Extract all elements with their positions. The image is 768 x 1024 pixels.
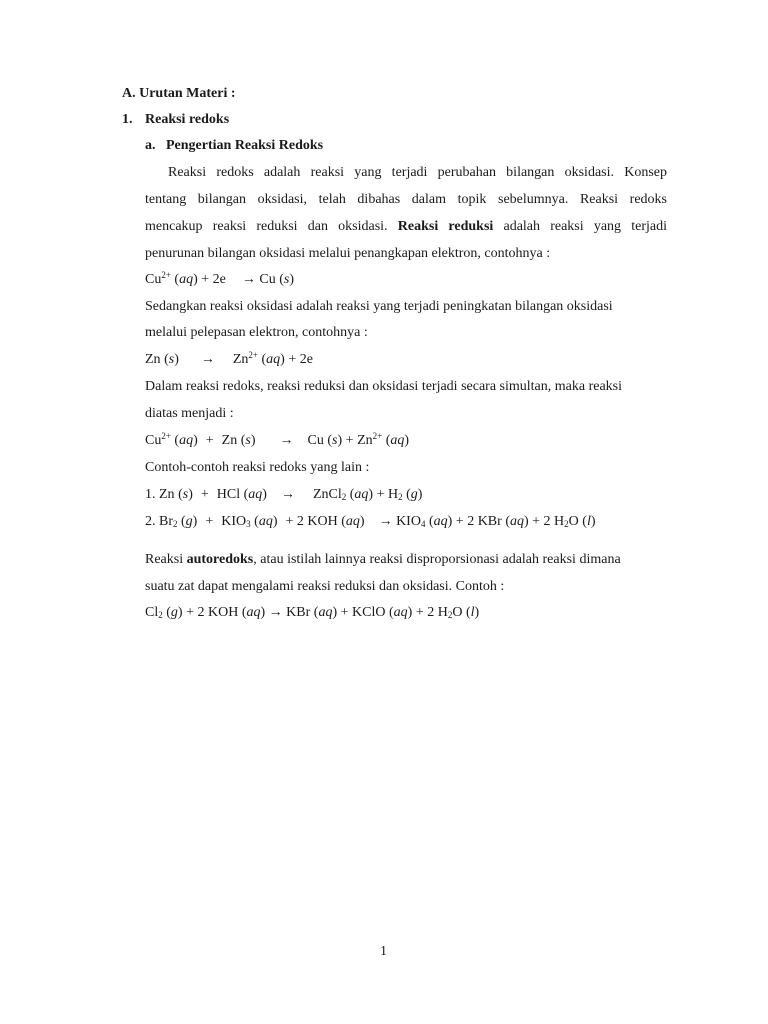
page-number: 1 <box>380 944 387 959</box>
subsection-title: Pengertian Reaksi Redoks <box>166 138 324 153</box>
bold-term-autoredoks: autoredoks <box>186 552 254 567</box>
paragraph-3-line-2: diatas menjadi : <box>145 406 234 421</box>
item-title: Reaksi redoks <box>145 112 230 127</box>
section-heading: A. Urutan Materi : <box>122 86 236 101</box>
paragraph-5-line-1: Reaksi autoredoks, atau istilah lainnya reaksi disproporsionasi adalah reaksi dimana <box>145 552 621 567</box>
equation-2: Zn $(s) \to Zn^{2+}$ (aq) + 2e <box>145 350 313 367</box>
paragraph-1-line-1: Reaksi redoks adalah reaksi yang terjadi perubahan bilangan oksidasi. Konsep <box>168 165 667 180</box>
paragraph-1-line-2: tentang bilangan oksidasi, telah dibahas dalam topik sebelumnya. Reaksi redoks <box>145 192 667 207</box>
paragraph-2-line-1: Sedangkan reaksi oksidasi adalah reaksi yang terjadi peningkatan bilangan oksidasi <box>145 299 613 314</box>
bold-term-reduksi: Reaksi reduksi <box>397 219 494 234</box>
paragraph-1-line-3: mencakup reaksi reduksi dan oksidasi. Reaksi reduksi adalah reaksi yang terjadi <box>145 219 668 234</box>
paragraph-5-line-2: suatu zat dapat mengalami reaksi reduksi dan oksidasi. Contoh : <box>145 579 505 594</box>
paragraph-3-line-1: Dalam reaksi redoks, reaksi reduksi dan oksidasi terjadi secara simultan, maka reaksi <box>145 379 623 394</box>
paragraph-4-line-1: Contoh-contoh reaksi redoks yang lain : <box>145 460 370 475</box>
example-equation-2: 2. $Br_2$ $(g) + KIO_3$ (aq) + 2 KOH $(aq) \to KIO_4$ (aq) + 2 KBr (aq) + 2 $H_2O$ (l) <box>145 514 596 529</box>
subsection-letter: a. <box>145 138 156 153</box>
equation-4: $Cl_2$ (g) + 2 KOH (aq) → KBr (aq) + KClO (aq) + 2 $H_2O$ (l) <box>145 605 480 620</box>
paragraph-2-line-2: melalui pelepasan elektron, contohnya : <box>145 325 368 340</box>
paragraph-1-line-4: penurunan bilangan oksidasi melalui penangkapan elektron, contohnya : <box>145 246 551 261</box>
item-number: 1. <box>122 112 133 127</box>
example-equation-1: 1. Zn (s) + HCl (aq) → ZnCl$_2$ $(aq) + H_2$ (g) <box>145 487 423 502</box>
equation-3: $Cu^{2+}$ (aq) + Zn (s) → Cu $(s) + Zn^{2+}$ (aq) <box>145 431 410 448</box>
equation-1: $Cu^{2+}$ (aq) + 2e → Cu (s) <box>145 270 295 287</box>
